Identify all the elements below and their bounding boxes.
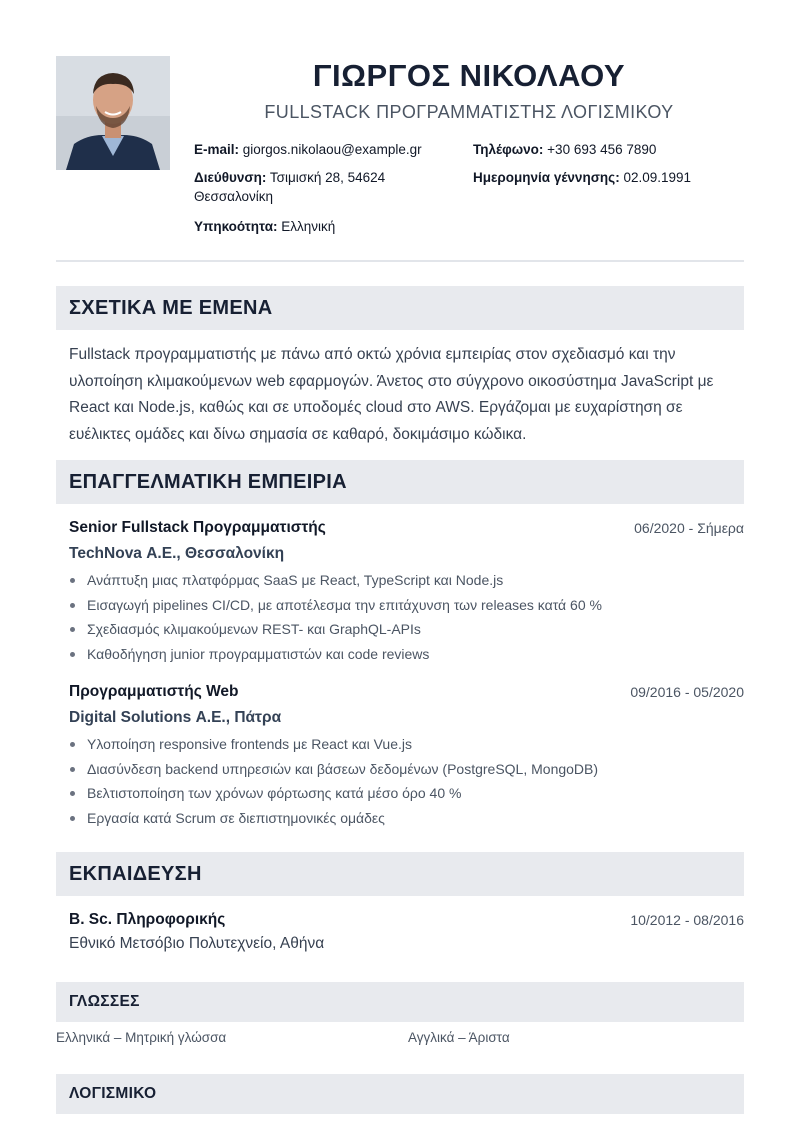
section-heading-experience: ΕΠΑΓΓΕΛΜΑΤΙΚΗ ΕΜΠΕΙΡΙΑ <box>56 460 744 504</box>
job-date: 09/2016 - 05/2020 <box>630 684 744 700</box>
job-title: Senior Fullstack Προγραμματιστής <box>69 519 326 536</box>
dob-label: Ημερομηνία γέννησης: <box>473 170 620 185</box>
profile-photo <box>56 56 170 170</box>
job-date: 06/2020 - Σήμερα <box>634 520 744 536</box>
job-title: Προγραμματιστής Web <box>69 683 239 700</box>
phone-value: +30 693 456 7890 <box>547 142 657 157</box>
education-school: Εθνικό Μετσόβιο Πολυτεχνείο, Αθήνα <box>69 935 325 952</box>
address-value: Τσιμισκή 28, 54624 Θεσσαλονίκη <box>194 170 386 204</box>
education-entry <box>56 908 744 956</box>
contact-email <box>194 140 464 159</box>
contact-phone <box>473 140 743 159</box>
job-bullet: Σχεδιασμός κλιμακούμενων REST- και GraphQL-APIs <box>69 617 744 642</box>
education-date: 10/2012 - 08/2016 <box>630 912 744 928</box>
section-heading-about: ΣΧΕΤΙΚΑ ΜΕ ΕΜΕΝΑ <box>56 286 744 330</box>
address-label: Διεύθυνση: <box>194 170 267 185</box>
nationality-value: Ελληνική <box>281 219 336 234</box>
section-heading-education: ΕΚΠΑΙΔΕΥΣΗ <box>56 852 744 896</box>
languages-list <box>56 1022 744 1056</box>
job-company: TechNova Α.Ε., Θεσσαλονίκη <box>69 545 285 562</box>
about-text: Fullstack προγραμματιστής με πάνω από οκτώ χρόνια εμπειρίας στον σχεδιασμό και την υλοποίηση κλιμακούμενων web εφαρμογών. Άνετος στο σύγχρονο οικοσύστημα JavaScript με React και Node.js, καθώς και σε υποδομές cloud στο AWS. Εργάζομαι με ευχαρίστηση σε ευέλικτες ομάδες και δίνω σημασία σε καθαρό, δοκιμάσιμο κώδικα. <box>69 346 714 443</box>
job-entry <box>56 516 744 666</box>
candidate-name: ΓΙΩΡΓΟΣ ΝΙΚΟΛΑΟΥ <box>312 58 626 93</box>
candidate-role: FULLSTACK ΠΡΟΓΡΑΜΜΑΤΙΣΤΗΣ ΛΟΓΙΣΜΙΚΟΥ <box>264 102 674 122</box>
portrait-image <box>56 56 170 170</box>
contact-address <box>194 168 454 206</box>
job-bullet: Υλοποίηση responsive frontends με React και Vue.js <box>69 732 744 757</box>
language-item: Ελληνικά – Μητρική γλώσσα <box>56 1030 227 1045</box>
job-bullet: Βελτιστοποίηση των χρόνων φόρτωσης κατά μέσο όρο 40 % <box>69 781 744 806</box>
job-bullet: Ανάπτυξη μιας πλατφόρμας SaaS με React, TypeScript και Node.js <box>69 568 744 593</box>
email-label: E-mail: <box>194 142 240 157</box>
contact-nationality <box>194 217 464 236</box>
dob-value: 02.09.1991 <box>623 170 692 185</box>
language-item: Αγγλικά – Άριστα <box>408 1030 510 1045</box>
nationality-label: Υπηκοότητα: <box>194 219 278 234</box>
section-heading-software: ΛΟΓΙΣΜΙΚΟ <box>56 1074 744 1114</box>
job-bullet: Εισαγωγή pipelines CI/CD, με αποτέλεσμα την επιτάχυνση των releases κατά 60 % <box>69 593 744 618</box>
job-entry <box>56 680 744 830</box>
section-heading-languages: ΓΛΩΣΣΕΣ <box>56 982 744 1022</box>
job-bullet: Εργασία κατά Scrum σε διεπιστημονικές ομάδες <box>69 806 744 831</box>
job-company: Digital Solutions Α.Ε., Πάτρα <box>69 709 282 726</box>
contact-birthdate <box>473 168 743 187</box>
job-bullet: Διασύνδεση backend υπηρεσιών και βάσεων δεδομένων (PostgreSQL, MongoDB) <box>69 757 744 782</box>
phone-label: Τηλέφωνο: <box>473 142 544 157</box>
cv-header <box>56 56 744 260</box>
cv-page <box>56 56 744 1114</box>
job-bullets <box>69 732 744 830</box>
job-bullet: Καθοδήγηση junior προγραμματιστών και code reviews <box>69 642 744 667</box>
job-bullets <box>69 568 744 666</box>
email-value: giorgos.nikolaou@example.gr <box>242 142 422 157</box>
education-degree: B. Sc. Πληροφορικής <box>69 911 226 928</box>
